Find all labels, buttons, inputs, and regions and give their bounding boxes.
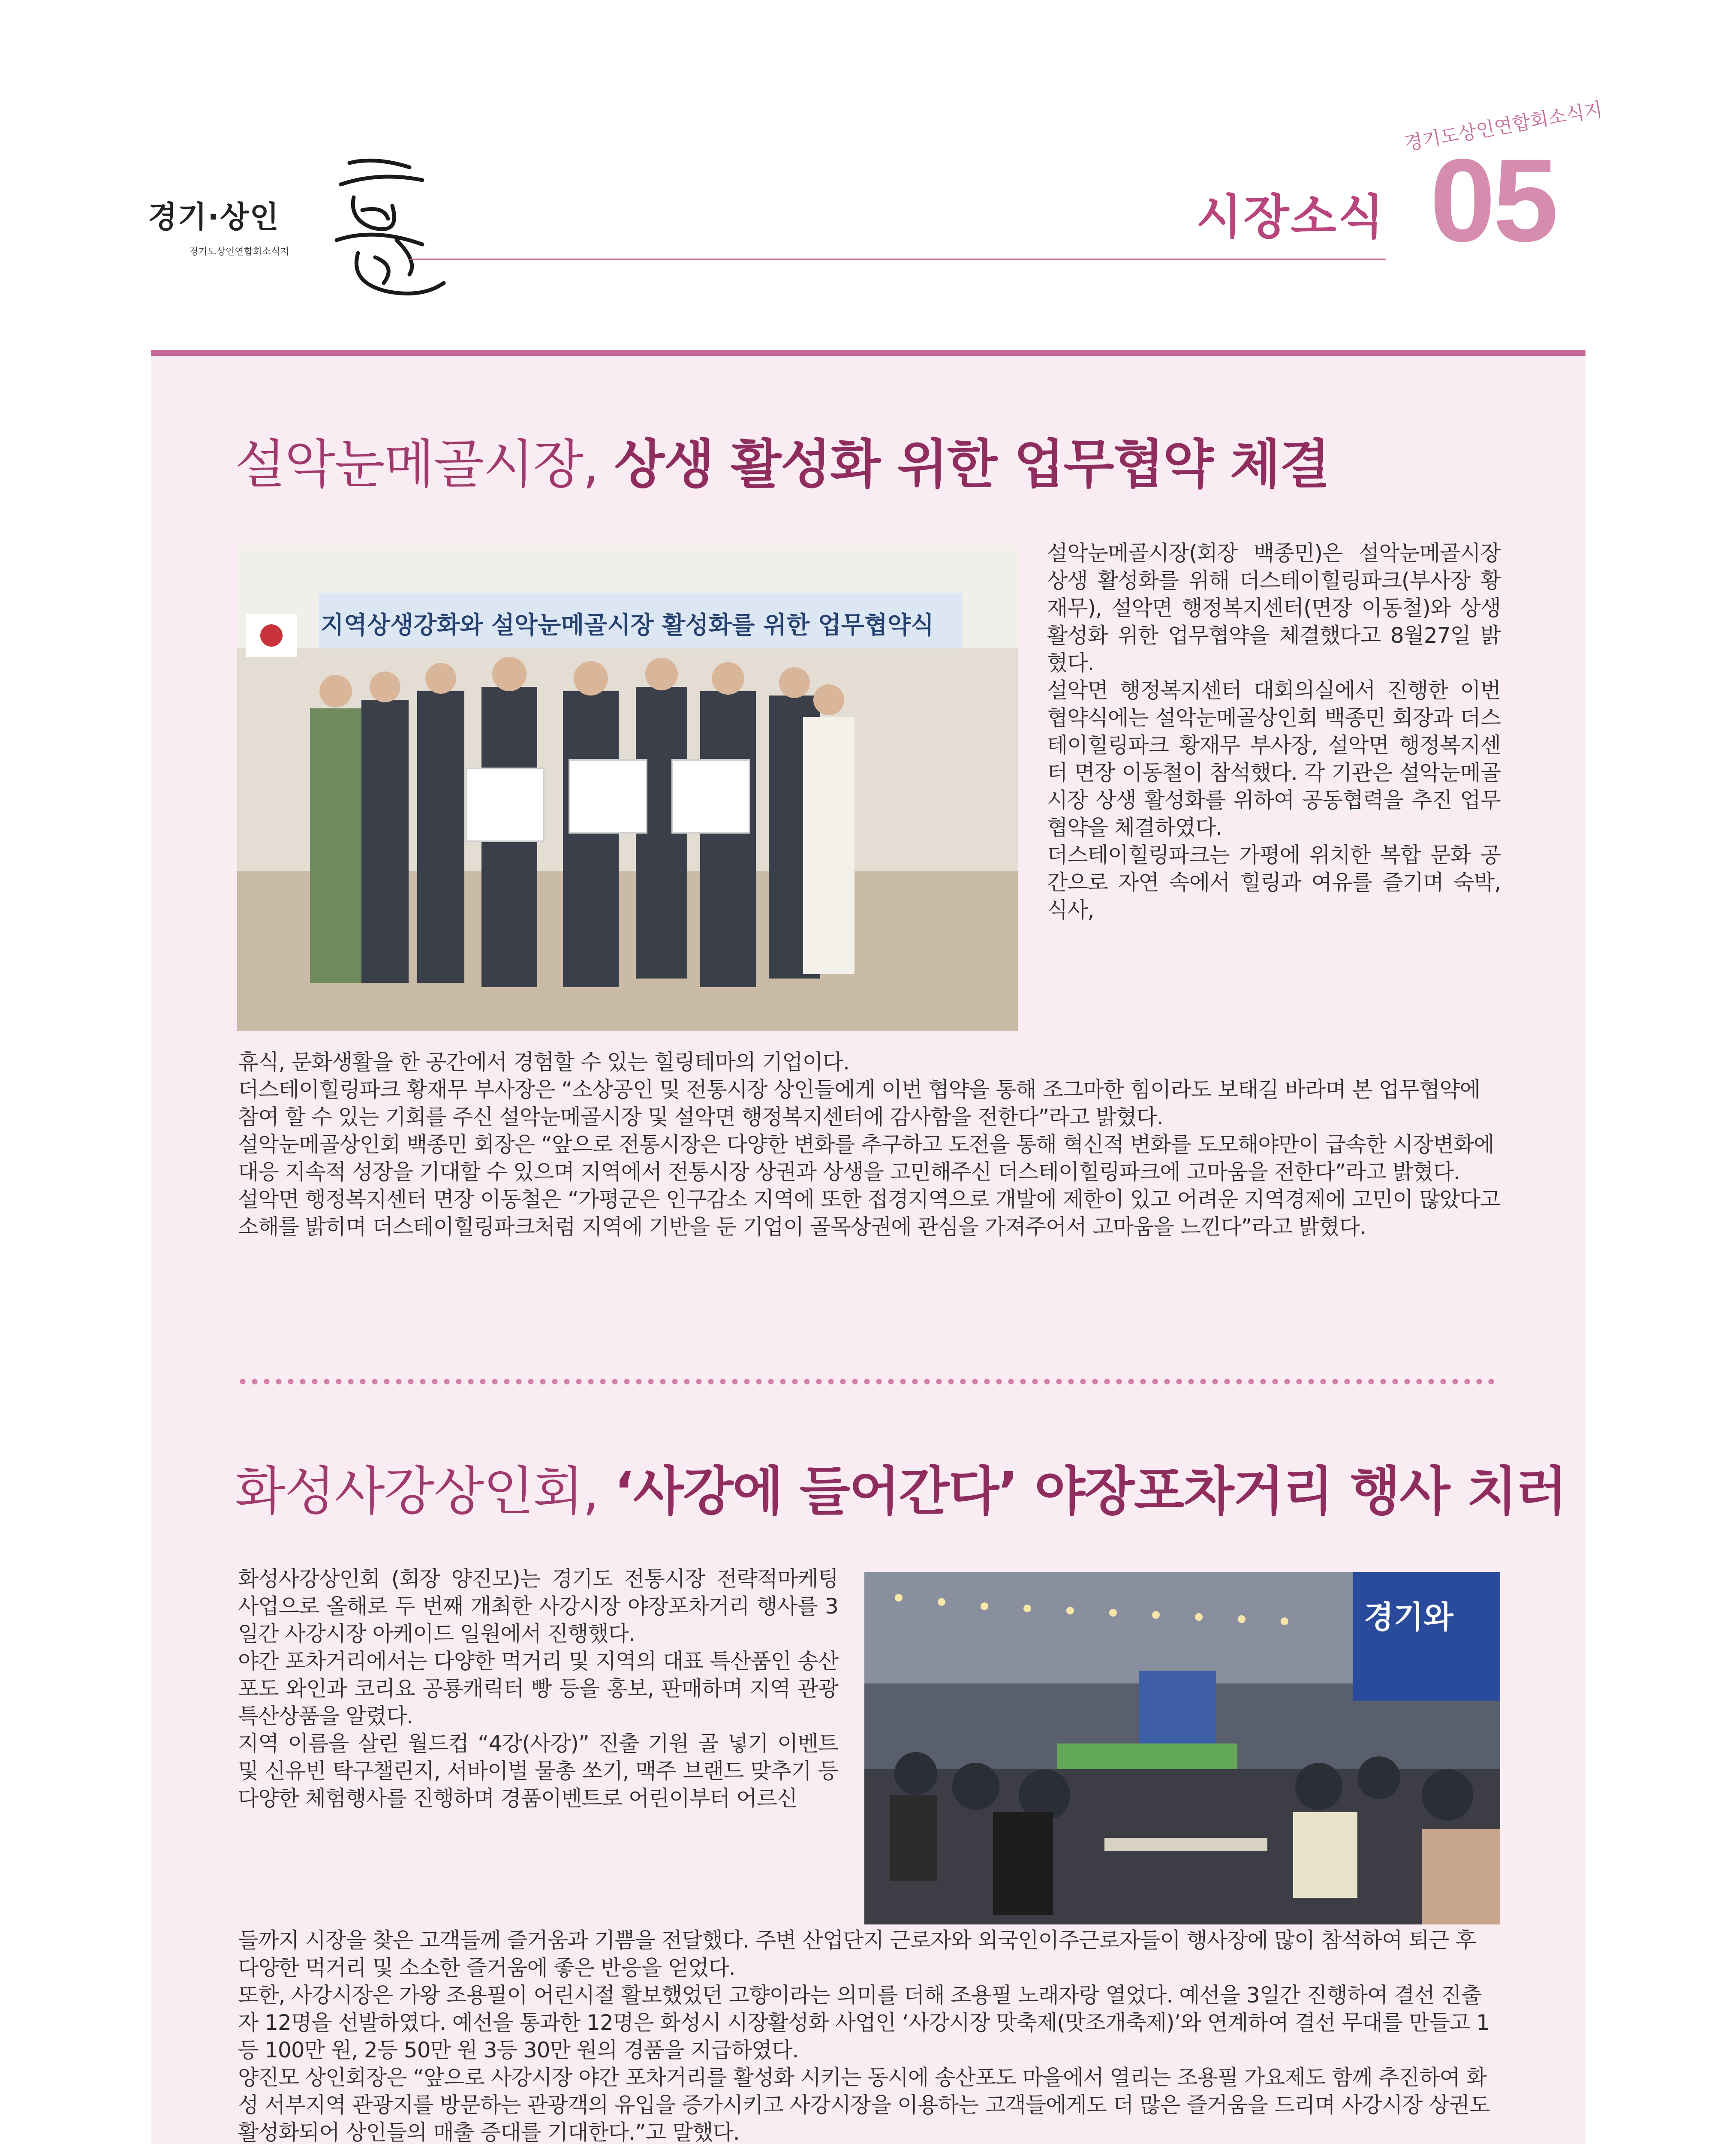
article1-paragraph: 설악면 행정복지센터 대회의실에서 진행한 이번 협약식에는 설악눈메골상인회 백종민 회장과 더스테이힐링파크 황재무 부사장, 설악면 행정복지센터 면장 이동철이 참석했다. 각 기관은 설악눈메골시장 상생 활성화를 위하여 공동협력을 추진 업무협약을 체결하였다.	[1047, 678, 1501, 840]
article1-paragraph: 더스테이힐링파크 황재무 부사장은 “소상공인 및 전통시장 상인들에게 이번 협약을 통해 조그마한 힘이라도 보태길 바라며 본 업무협약에 참여 할 수 있는 기회를 주신 설악눈메골시장 및 설악면 행정복지센터에 감사함을 전한다”라고 밝혔다.	[238, 1077, 1480, 1129]
article1-title	[235, 422, 1330, 497]
article1-photo	[237, 545, 1018, 1031]
article2-title-association: 화성사강상인회,	[235, 1461, 614, 1522]
article2-photo-sign: 경기와	[1364, 1599, 1453, 1635]
article1-photo-banner: 지역상생강화와 설악눈메골시장 활성화를 위한 업무협약식	[320, 611, 934, 639]
article2-title-headline: ‘사강에 들어간다’ 야장포차거리 행사 치러	[614, 1461, 1566, 1522]
header-rule	[410, 259, 1386, 260]
page-number: 05	[1430, 135, 1556, 266]
article1-paragraph: 설악면 행정복지센터 면장 이동철은 “가평군은 인구감소 지역에 또한 접경지역으로 개발에 제한이 있고 어려운 지역경제에 고민이 많았다고 소해를 밝히며 더스테이힐링파크처럼 지역에 기반을 둔 기업이 골목상권에 관심을 가져주어서 고마움을 느낀다”라고 밝혔다.	[238, 1187, 1501, 1239]
article2-paragraph: 지역 이름을 살린 월드컵 “4강(사강)” 진출 기원 골 넣기 이벤트 및 신유빈 탁구챌린지, 서바이벌 물총 쏘기, 맥주 브랜드 맞추기 등 다양한 체험행사를 진행하며 경품이벤트로 어린이부터 어르신	[238, 1731, 838, 1811]
article2-side-text	[238, 1565, 838, 1812]
article1-side-text	[1047, 539, 1501, 924]
article2-paragraph: 야간 포차거리에서는 다양한 먹거리 및 지역의 대표 특산품인 송산포도 와인과 코리요 공룡캐릭터 빵 등을 홍보, 판매하며 지역 관광 특산상품을 알렸다.	[238, 1649, 838, 1728]
logo-subtitle: 경기도상인연합회소식지	[189, 247, 289, 257]
article2-paragraph: 또한, 사강시장은 가왕 조용필이 어린시절 활보했었던 고향이라는 의미를 더해 조용필 노래자랑 열었다. 예선을 3일간 진행하여 결선 진출자 12명을 선발하였다. 예선을 통과한 12명은 화성시 시장활성화 사업인 ‘사강시장 맛축제(맛조개축제)’와 연계하여 결선 무대를 만들고 1등 100만 원, 2등 50만 원 3등 30만 원의 경품을 지급하였다.	[238, 1983, 1489, 2063]
article1-title-market: 설악눈메골시장,	[235, 434, 614, 495]
article1-paragraph: 더스테이힐링파크는 가평에 위치한 복합 문화 공간으로 자연 속에서 힐링과 여유를 즐기며 숙박, 식사,	[1047, 843, 1501, 922]
magazine-logo	[148, 154, 448, 309]
article1-paragraph: 휴식, 문화생활을 한 공간에서 경험할 수 있는 힐링테마의 기업이다.	[238, 1050, 850, 1075]
magazine-name: 경기도상인연합회소식지	[1402, 98, 1604, 155]
article-divider	[237, 1379, 1499, 1385]
article2-paragraph: 들까지 시장을 찾은 고객들께 즐거움과 기쁨을 전달했다. 주변 산업단지 근로자와 외국인이주근로자들이 행사장에 많이 참석하여 퇴근 후 다양한 먹거리 및 소소한 즐거움에 좋은 반응을 얻었다.	[238, 1928, 1476, 1980]
panel-top-rule	[151, 350, 1586, 356]
article2-paragraph: 화성사강상인회 (회장 양진모)는 경기도 전통시장 전략적마케팅 사업으로 올해로 두 번째 개최한 사강시장 야장포차거리 행사를 3일간 사강시장 아케이드 일원에서 진행했다.	[238, 1566, 838, 1646]
article2-full-text	[238, 1927, 1501, 2144]
article2-paragraph: 양진모 상인회장은 “앞으로 사강시장 야간 포차거리를 활성화 시키는 동시에 송산포도 마을에서 열리는 조용필 가요제도 함께 추진하여 화성 서부지역 관광지를 방문하는 관광객의 유입을 증가시키고 사강시장을 이용하는 고객들에게도 더 많은 즐거움을 드리며 사강시장 상권도 활성화되어 상인들의 매출 증대를 기대한다.”고 말했다.	[238, 2065, 1490, 2144]
article2-photo	[864, 1572, 1500, 1924]
logo-calligraphy-ai	[324, 154, 448, 304]
article1-title-headline: 상생 활성화 위한 업무협약 체결	[614, 434, 1330, 495]
logo-title: 경기·상인	[148, 199, 280, 235]
article1-paragraph: 설악눈메골상인회 백종민 회장은 “앞으로 전통시장은 다양한 변화를 추구하고 도전을 통해 혁신적 변화를 도모해야만이 급속한 시장변화에 대응 지속적 성장을 기대할 수 있으며 지역에서 전통시장 상권과 상생을 고민해주신 더스테이힐링파크에 고마움을 전한다”라고 밝혔다.	[238, 1132, 1494, 1184]
article1-full-text	[238, 1048, 1501, 1241]
article2-title	[235, 1449, 1566, 1524]
section-label: 시장소식	[1196, 190, 1386, 244]
article1-paragraph: 설악눈메골시장(회장 백종민)은 설악눈메골시장 상생 활성화를 위해 더스테이힐링파크(부사장 황재무), 설악면 행정복지센터(면장 이동철)와 상생 활성화 위한 업무협약을 체결했다고 8월27일 밝혔다.	[1047, 541, 1501, 675]
